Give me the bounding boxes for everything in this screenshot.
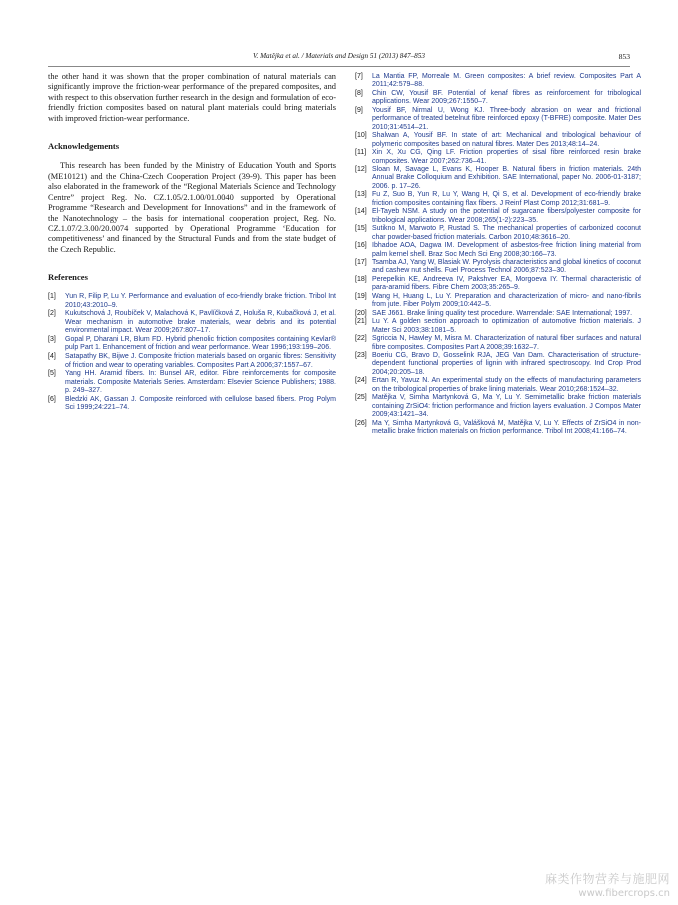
reference-item[interactable]: [23] Boeriu CG, Bravo D, Gosselink RJA, JEG Van Dam. Characterisation of structure-dependent functional properties of lignin with infrared spectroscopy. Ind Crop Prod 2004;20:205–18. (355, 351, 641, 376)
reference-item[interactable]: [16] Ibhadoe AOA, Dagwa IM. Development of asbestos-free friction lining material from palm kernel shell. Braz Soc Mech Sci Eng 2008;30:166–73. (355, 242, 641, 258)
journal-citation: V. Matějka et al. / Materials and Design 51 (2013) 847–853 (253, 52, 425, 60)
reference-item[interactable]: [13] Fu Z, Suo B, Yun R, Lu Y, Wang H, Qi S, et al. Development of eco-friendly brake friction composites containing flax fibers. J Reinf Plast Comp 2012;31:681–9. (355, 191, 641, 207)
reference-item[interactable]: [9] Yousif BF, Nirmal U, Wong KJ. Three-body abrasion on wear and frictional performance of treated betelnut fibre reinforced epoxy (T-BFRE) composite. Mater Des 2010;31:4514–21. (355, 106, 641, 131)
reference-item[interactable]: [10] Shalwan A, Yousif BF. In state of art: Mechanical and tribological behaviour of polymeric composites based on natural fibres. Mater Des 2013;48:14–24. (355, 132, 641, 148)
reference-item[interactable]: [6] Bledzki AK, Gassan J. Composite reinforced with cellulose based fibers. Prog Polym Sci 1999;24:221–74. (48, 395, 336, 412)
left-column (48, 72, 336, 413)
watermark-url: www.fibercrops.cn (578, 888, 670, 899)
reference-item[interactable]: [4] Satapathy BK, Bijwe J. Composite friction materials based on organic fibres: Sensitivity of friction and wear to operating variables. Composites Part A 2006;37:1557–67. (48, 353, 336, 369)
page-number: 853 (618, 52, 630, 61)
reference-item[interactable]: [8] Chin CW, Yousif BF. Potential of kenaf fibres as reinforcement for tribological applications. Wear 2009;267:1550–7. (355, 89, 641, 106)
reference-item[interactable]: [2] Kukutschová J, Roubíček V, Malachová K, Pavlíčková Z, Holuša R, Kubačková J, et al. Wear mechanism in automotive brake materials, wear debris and its potential environmental impact. Wear 2009;267:807–17. (48, 310, 336, 335)
reference-item[interactable]: [26] Ma Y, Simha Martynková G, Valášková M, Matějka V, Lu Y. Effects of ZrSiO4 in non-metallic brake friction materials on friction performance. Tribol Int 2008;41:166–74. (355, 419, 641, 436)
reference-item[interactable]: [18] Perepelkin KE, Andreeva IV, Pakshver EA, Morgoeva IY. Thermal characteristic of para-aramid fibers. Fibre Chem 2003;35:265–9. (355, 275, 641, 292)
reference-item[interactable]: [5] Yang HH. Aramid fibers. In: Bunsel AR, editor. Fibre reinforcements for composite materials. Composite Materials Series. Amsterdam: Elsevier Science Publishers; 1988. p. 249–327. (48, 370, 336, 395)
reference-item[interactable]: [11] Xin X, Xu CG, Qing LF. Friction properties of sisal fibre reinforced resin brake composites. Wear 2007;262:736–41. (355, 149, 641, 165)
reference-item[interactable]: [22] Sgriccia N, Hawley M, Misra M. Characterization of natural fiber surfaces and natural fibre composites. Composites Part A 2008;39:1632–7. (355, 335, 641, 351)
conclusion-paragraph-end: the other hand it was shown that the proper combination of natural materials can significantly improve the friction-wear performance of the prepared composites, and with respect to this observation further research in the design and formulation of eco-friendly friction composites based on natural plant materials could bring materials with improved friction-wear performance. (48, 72, 336, 123)
reference-item[interactable]: [14] El-Tayeb NSM. A study on the potential of sugarcane fibers/polyester composite for tribological applications. Wear 2008;265(1-2):223–35. (355, 208, 641, 224)
reference-item[interactable]: [24] Ertan R, Yavuz N. An experimental study on the effects of manufacturing parameters on the tribological properties of brake lining materials. Wear 2010;268:1524–32. (355, 377, 641, 393)
acknowledgements-text: This research has been funded by the Ministry of Education Youth and Sports (ME10121) and the China-Czech Cooperation Project (39-9). This paper has been also elaborated in the framework of the “Regional Materials Science and Technology Centre” project Reg. No. CZ.1.05/2.1.00/01.0040 supported by Operational Programme “Research and Development for Innovations” and in the framework of the Nanotechnology – the basis for international cooperation project, Reg. No. CZ.1.07/2.3.00/20.0074 supported by Operational Programme ‘Education for competitiveness’ and financed by the Structural Funds and from the state budget of the Czech Republic. (48, 161, 336, 254)
header-rule (48, 66, 630, 67)
reference-item[interactable]: [15] Sutikno M, Marwoto P, Rustad S. The mechanical properties of carbonized coconut char powder-based friction materials. Carbon 2010;48:3616–20. (355, 225, 641, 241)
reference-item[interactable]: [3] Gopal P, Dharani LR, Blum FD. Hybrid phenolic friction composites containing Kevlar® pulp Part 1. Enhancement of friction and wear performance. Wear 1996;193:199–206. (48, 335, 336, 352)
reference-item[interactable]: [12] Sloan M, Savage L, Evans K, Hooper B. Natural fibers in friction materials. 24th Annual Brake Colloquium and Exhibition. SAE International, paper No. 2006-01-3187; 2006. p. 17–26. (355, 165, 641, 190)
site-watermark (540, 870, 670, 899)
reference-item[interactable]: [17] Tsamba AJ, Yang W, Blasiak W. Pyrolysis characteristics and global kinetics of coconut and cashew nut shells. Fuel Process Technol 2006;87:523–30. (355, 258, 641, 275)
reference-item[interactable]: [1] Yun R, Filip P, Lu Y. Performance and evaluation of eco-friendly brake friction. Tribol Int 2010;43:2010–9. (48, 293, 336, 309)
running-head (48, 52, 630, 64)
watermark-chinese: 麻类作物营养与施肥网 (544, 872, 670, 886)
reference-item[interactable]: [25] Matějka V, Simha Martynková G, Ma Y, Lu Y. Semimetallic brake friction materials containing ZrSiO4: friction performance and friction layers evaluation. J Compos Mater 2009;43:1421–34. (355, 394, 641, 419)
reference-item[interactable]: [7] La Mantia FP, Morreale M. Green composites: A brief review. Composites Part A 2011;42:579–88. (355, 73, 641, 89)
acknowledgements-heading: Acknowledgements (48, 141, 120, 152)
reference-list-left (48, 293, 336, 412)
right-column (355, 73, 641, 436)
reference-list-right (355, 73, 641, 436)
reference-item[interactable]: [19] Wang H, Huang L, Lu Y. Preparation and characterization of micro- and nano-fibrils from jute. Fiber Polym 2009;10:442–5. (355, 292, 641, 309)
reference-item[interactable]: [21] Lu Y. A golden section approach to optimization of automotive friction materials. J Mater Sci 2003;38:1081–5. (355, 318, 641, 334)
references-heading: References (48, 272, 88, 283)
reference-item[interactable]: [20] SAE J661. Brake lining quality test procedure. Warrendale: SAE International; 1997. (355, 309, 633, 317)
